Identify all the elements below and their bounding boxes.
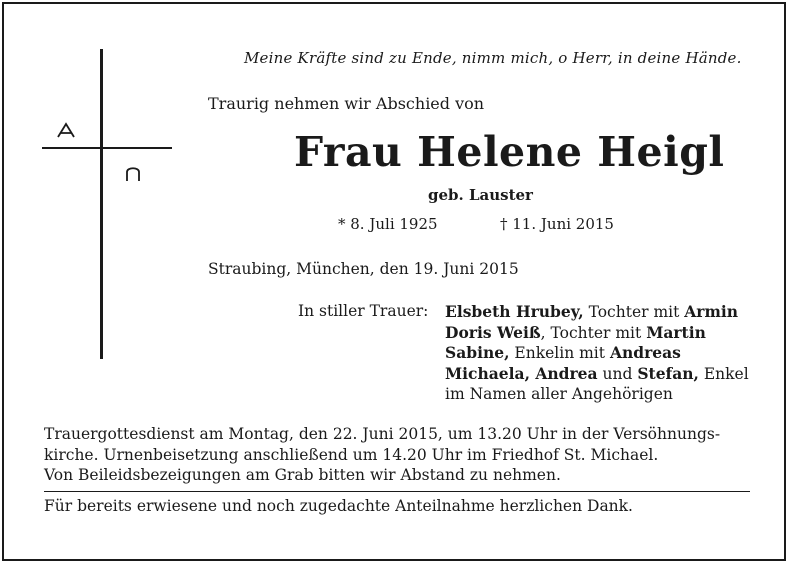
maiden-name: geb. Lauster — [428, 186, 533, 204]
mourner-line — [445, 343, 765, 364]
mourner-name: Doris Weiß — [445, 322, 541, 342]
mourner-line: im Namen aller Angehörigen — [445, 385, 673, 403]
divider — [44, 491, 750, 492]
service-line: Von Beileidsbezeigungen am Grab bitten wir Abstand zu nehmen. — [44, 466, 561, 484]
mourner-line — [445, 364, 765, 385]
place-date: Straubing, München, den 19. Juni 2015 — [208, 260, 519, 278]
obituary-frame — [2, 2, 786, 561]
mourner-relation: Tochter mit — [583, 303, 685, 321]
mourner-name: Martin — [646, 322, 706, 342]
cross-bar — [42, 147, 172, 149]
mourner-name: Sabine, — [445, 343, 510, 362]
mourner-name: Stefan, — [637, 363, 699, 383]
motto: Meine Kräfte sind zu Ende, nimm mich, o Herr, in deine Hände. — [244, 49, 742, 67]
service-info — [44, 424, 720, 486]
intro-text: Traurig nehmen wir Abschied von — [208, 94, 485, 113]
mourner-relation: Enkel — [698, 364, 749, 383]
deceased-name: Frau Helene Heigl — [294, 128, 725, 176]
mourner-relation: Enkelin mit — [509, 344, 610, 362]
omega-icon — [124, 164, 142, 182]
mourner-name: Andreas — [609, 343, 681, 362]
mourners-list — [445, 302, 765, 405]
mourners-label: In stiller Trauer: — [298, 302, 429, 320]
service-line: Trauergottesdienst am Montag, den 22. Juni 2015, um 13.20 Uhr in der Versöhnungs- — [44, 425, 721, 443]
alpha-icon — [56, 122, 76, 138]
birth-date: * 8. Juli 1925 — [338, 215, 438, 233]
death-date: † 11. Juni 2015 — [500, 215, 614, 233]
mourner-relation: , Tochter mit — [540, 323, 647, 342]
cross-icon — [100, 49, 103, 359]
mourner-line — [445, 302, 765, 323]
mourner-relation: und — [597, 364, 638, 383]
mourner-name: Michaela, Andrea — [445, 363, 598, 383]
mourner-name: Elsbeth Hrubey, — [445, 302, 584, 321]
mourner-name: Armin — [684, 302, 739, 321]
mourner-line — [445, 323, 765, 344]
service-line: kirche. Urnenbeisetzung anschließend um 14.20 Uhr im Friedhof St. Michael. — [44, 445, 659, 464]
thanks-text: Für bereits erwiesene und noch zugedachte Anteilnahme herzlichen Dank. — [44, 497, 633, 515]
